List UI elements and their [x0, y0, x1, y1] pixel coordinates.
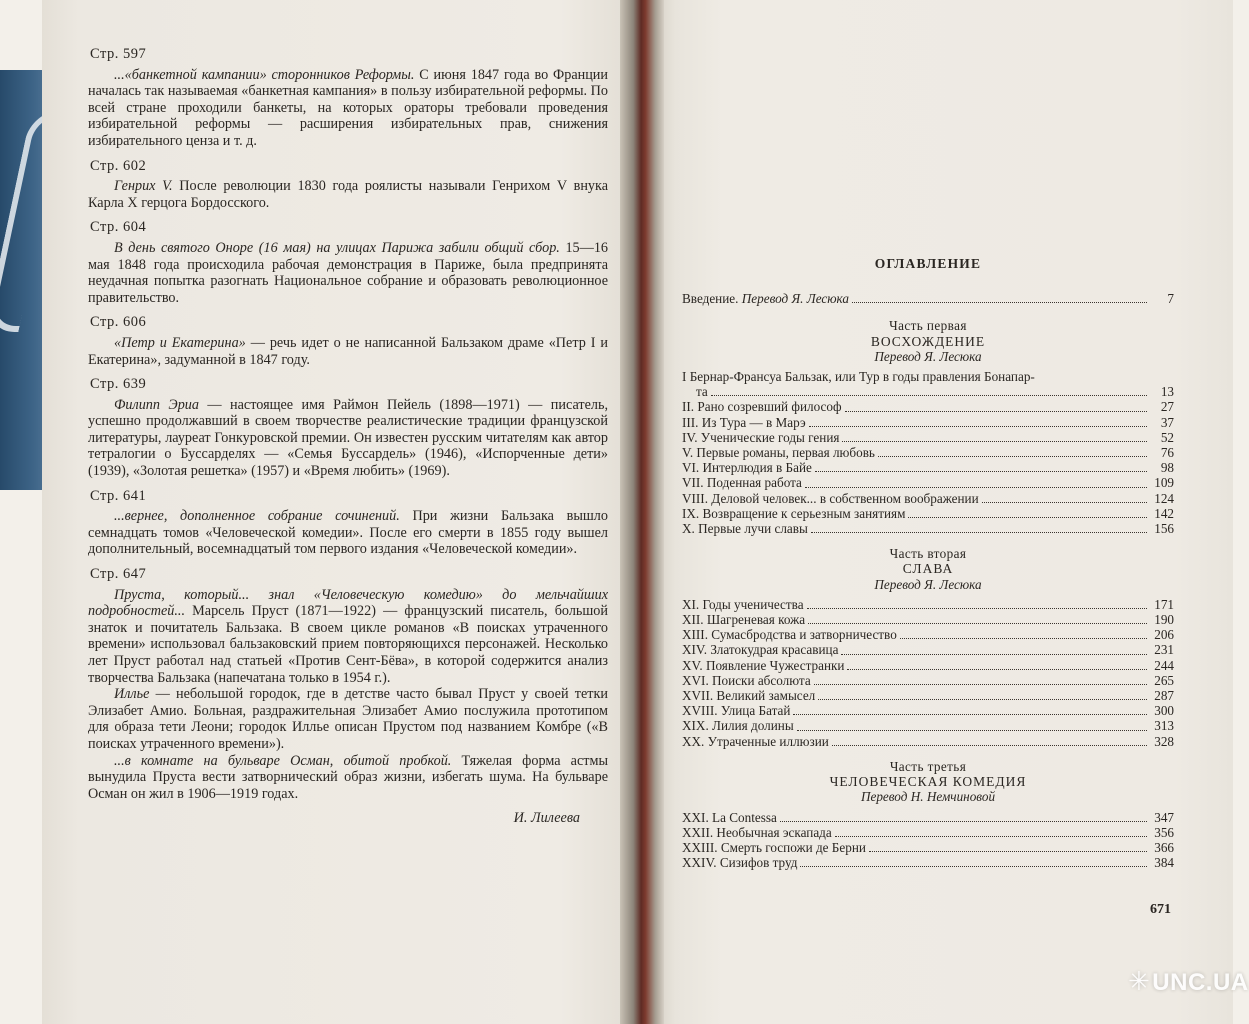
toc-intro-label: Введение.: [682, 291, 739, 307]
toc-chapter-row: [682, 840, 1174, 855]
toc-chapter-row: [682, 734, 1174, 749]
endnotes-column: [88, 46, 608, 827]
leader-dots: [842, 441, 1147, 442]
toc-part-label: Часть третья: [889, 758, 967, 774]
toc-title: ОГЛАВЛЕНИЕ: [874, 256, 982, 271]
toc-chapter-row: [682, 369, 1174, 384]
toc-chapter-row: [682, 627, 1174, 642]
leader-dots: [847, 669, 1147, 670]
endnote-lemma: «Петр и Екатерина»: [114, 334, 246, 351]
endnote-page-ref: Стр. 641: [90, 487, 147, 504]
leader-dots: [878, 456, 1147, 457]
endnote-text: — настоящее имя Раймон Пейель (1898—1971) — писатель, успешно продолжавший в своем творчестве реалистические традиции французской литературы, лауреат Гонкуровской премии. Он известен русским читателям как автор тетралогии о Буссарделях — «Семья Буссардель» (1946), «Испорченные дети» (1939), «Золотая решетка» (1957) и «Время любить» (1969).: [88, 396, 608, 480]
toc-chapter-title: II. Рано созревший философ: [682, 399, 842, 415]
endnote-lemma: ...в комнате на бульваре Осман, обитой пробкой.: [114, 752, 452, 769]
toc-chapter-row: [682, 825, 1174, 840]
endnote-lemma: В день святого Оноре (16 мая) на улицах Парижа забили общий сбор.: [114, 239, 560, 256]
toc-page-number: 287: [1154, 688, 1174, 704]
endnote-text: С июня 1847 года во Франции началась так называемая «банкетная кампания» в пользу избирательной реформы. По всей стране проходили банкеты, на которых ораторы требовали проведения избирательной реформы — расширения избирательных прав, снижения избирательного ценза и т. д.: [88, 66, 608, 149]
toc-chapter-title: XX. Утраченные иллюзии: [682, 733, 829, 749]
toc-chapter-title: X. Первые лучи славы: [682, 521, 808, 537]
toc-chapter-row-continued: [682, 384, 1174, 399]
toc-part: [682, 318, 1174, 536]
toc-page-number: 27: [1160, 399, 1174, 415]
toc-page-number: 124: [1154, 490, 1174, 506]
toc-part-label: Часть вторая: [889, 546, 967, 562]
toc-chapter-title: XXIII. Смерть госпожи де Берни: [682, 839, 866, 855]
toc-page-number: 13: [1160, 384, 1174, 400]
toc-chapter-title: XIV. Златокудрая красавица: [682, 642, 839, 658]
endnote-lemma: Генрих V.: [114, 178, 173, 195]
toc-page-number: 356: [1154, 824, 1174, 840]
endnote-paragraph: [88, 240, 608, 306]
toc-chapter-row: [682, 491, 1174, 506]
endnote-text: — небольшой городок, где в детстве часто бывал Пруст у своей тетки Элизабет Амио. Больная, раздражительная Элизабет Амио послужила прототипом для образа тети Леони; городок Иллье описан Прустом под названием Комбре («В поисках утраченного времени»).: [88, 686, 608, 752]
toc-page-number: 37: [1160, 414, 1174, 430]
toc-part-name: ВОСХОЖДЕНИЕ: [870, 333, 986, 349]
leader-dots: [900, 638, 1147, 639]
leader-dots: [780, 821, 1147, 822]
endnote-page-ref: Стр. 606: [90, 314, 147, 331]
toc-page-number: 171: [1154, 596, 1174, 612]
endnote-page-ref: Стр. 639: [90, 376, 147, 393]
toc-page-number: 98: [1160, 460, 1174, 476]
toc-chapter-row: [682, 506, 1174, 521]
endnote-page-ref: Стр. 604: [90, 219, 147, 236]
toc-chapter-title: XVII. Великий замысел: [682, 688, 816, 704]
leader-dots: [982, 502, 1147, 503]
toc-chapter-row: [682, 445, 1174, 460]
endnote: [88, 219, 608, 306]
toc-chapter-title: IX. Возвращение к серьезным занятиям: [682, 505, 906, 521]
toc-page-number: 313: [1154, 718, 1174, 734]
leader-dots: [814, 684, 1147, 685]
toc-chapter-title: XVI. Поиски абсолюта: [682, 672, 811, 688]
toc-page-number: 206: [1154, 627, 1174, 643]
toc-chapter-title: VI. Интерлюдия в Байе: [682, 460, 812, 476]
endnote-page-ref: Стр. 647: [90, 566, 147, 583]
endnote: [88, 158, 608, 212]
endnote: [88, 46, 608, 150]
toc-chapter-row: [682, 810, 1174, 825]
toc-part-translator: Перевод Я. Лесюка: [874, 576, 982, 592]
toc-chapter-title: IV. Ученические годы гения: [682, 429, 840, 445]
snowflake-icon: ✳: [1128, 966, 1151, 996]
endnote-page-ref: Стр. 597: [90, 46, 147, 62]
toc-chapter-row: [682, 855, 1174, 870]
toc-chapter-row: [682, 430, 1174, 445]
leader-dots: [869, 851, 1147, 852]
toc-part-name: СЛАВА: [902, 561, 954, 577]
endnote-text: При жизни Бальзака вышло семнадцать томов «Человеческой комедии». После его смерти в 1855 году вышел дополнительный, восемнадцатый том первого издания «Человеческой комедии».: [88, 508, 608, 558]
endnote-paragraph: [88, 686, 608, 752]
endnote-lemma: ...«банкетной кампании» сторонников Реформы.: [114, 66, 415, 83]
endnote-lemma: Филипп Эриа: [114, 396, 199, 413]
toc-chapter-row: [682, 688, 1174, 703]
leader-dots: [807, 608, 1147, 609]
toc-chapter-row: [682, 703, 1174, 718]
toc-part-label: Часть первая: [889, 318, 967, 334]
toc-chapter-row: [682, 415, 1174, 430]
leader-dots: [845, 411, 1147, 412]
endnote: [88, 314, 608, 368]
leader-dots: [797, 730, 1147, 731]
toc-chapter-title: XXIV. Сизифов труд: [682, 855, 798, 871]
leader-dots: [793, 714, 1147, 715]
table-of-contents: [682, 256, 1174, 880]
toc-page-number: 231: [1154, 642, 1174, 658]
endnotes-signature: И. Лилеева: [513, 810, 580, 827]
toc-page-number: 244: [1154, 657, 1174, 673]
leader-dots: [832, 745, 1147, 746]
leader-dots: [811, 532, 1147, 533]
toc-chapter-title-continued: та: [696, 384, 708, 400]
folio-page-number: 671: [1150, 902, 1171, 917]
watermark-logo: ✳UNC.UA: [1128, 966, 1249, 996]
toc-chapter-row: [682, 460, 1174, 475]
leader-dots: [800, 866, 1147, 867]
endnote-paragraph: [88, 587, 608, 687]
toc-page-number: 156: [1154, 521, 1174, 537]
endnote-paragraph: [88, 397, 608, 480]
toc-page-number: 366: [1154, 839, 1174, 855]
leader-dots: [852, 302, 1147, 303]
toc-part: [682, 759, 1174, 870]
toc-chapter-row: [682, 658, 1174, 673]
toc-page-number: 300: [1154, 703, 1174, 719]
endnote-lemma: ...вернее, дополненное собрание сочинений.: [114, 508, 400, 525]
toc-chapter-row: [682, 399, 1174, 414]
toc-chapter-title: XXI. La Contessa: [682, 809, 777, 825]
leader-dots: [809, 426, 1147, 427]
leader-dots: [808, 623, 1147, 624]
toc-chapter-title: XV. Появление Чужестранки: [682, 657, 845, 673]
endnote-lemma: Иллье: [114, 686, 150, 703]
endnote: [88, 566, 608, 802]
endnote-page-ref: Стр. 602: [90, 157, 147, 174]
toc-page-number: 328: [1154, 733, 1174, 749]
endnote-paragraph: [88, 753, 608, 803]
endnote-paragraph: [88, 335, 608, 368]
endnote-text: Тяжелая форма астмы вынудила Пруста вести затворнический образ жизни, избегать шума. На бульваре Осман он жил в 1906—1919 годах.: [88, 752, 608, 802]
toc-part: [682, 546, 1174, 749]
endnote-text: После революции 1830 года роялисты называли Генрихом V внука Карла X герцога Бордосского.: [88, 178, 608, 211]
toc-chapter-row: [682, 673, 1174, 688]
toc-page-number: 76: [1160, 445, 1174, 461]
toc-chapter-row: [682, 612, 1174, 627]
toc-page-number: 109: [1154, 475, 1174, 491]
endnote: [88, 376, 608, 480]
toc-chapter-row: [682, 718, 1174, 733]
endnote-text: — речь идет о не написанной Бальзаком драме «Петр I и Екатерина», задуманной в 1847 году.: [88, 334, 608, 368]
toc-chapter-row: [682, 521, 1174, 536]
toc-page-number: 265: [1154, 672, 1174, 688]
toc-page-number: 384: [1154, 855, 1174, 871]
leader-dots: [711, 395, 1147, 396]
toc-chapter-title: III. Из Тура — в Марэ: [682, 414, 806, 430]
book-spine: [620, 0, 664, 1024]
toc-page-number: 190: [1154, 612, 1174, 628]
toc-page-number: 7: [1167, 291, 1174, 307]
leader-dots: [815, 471, 1147, 472]
toc-page-number: 142: [1154, 505, 1174, 521]
leader-dots: [908, 517, 1147, 518]
endnote-lemma: Пруста, который... знал «Человеческую комедию» до мельчайших подробностей...: [88, 586, 608, 620]
toc-chapter-title: VII. Поденная работа: [682, 475, 802, 491]
leader-dots: [818, 699, 1147, 700]
leader-dots: [841, 654, 1147, 655]
toc-page-number: 52: [1160, 429, 1174, 445]
toc-chapter-title: XIII. Сумасбродства и затворничество: [682, 627, 897, 643]
toc-chapter-title: VIII. Деловой человек... в собственном воображении: [682, 490, 979, 506]
toc-intro-translator: Перевод Я. Лесюка: [741, 291, 849, 307]
toc-chapter-row: [682, 642, 1174, 657]
endnote-paragraph: [88, 178, 608, 211]
endnote-paragraph: [88, 67, 608, 150]
toc-intro-row: [682, 291, 1174, 306]
toc-chapter-title: XII. Шагреневая кожа: [682, 612, 806, 628]
toc-part-translator: Перевод Я. Лесюка: [874, 348, 982, 364]
toc-chapter-title: XXII. Необычная эскапада: [682, 824, 832, 840]
leader-dots: [805, 487, 1147, 488]
endnote-text: Марсель Пруст (1871—1922) — французский писатель, большой знаток и почитатель Бальзака. В своем цикле романов «В поисках утраченного времени» использовал бальзаковский прием повторяющихся персонажей. Несколько лет Пруст работал над статьей «Против Сент-Бёва», в которой содержится анализ творчества Бальзака (напечатана только в 1954 г.).: [88, 603, 608, 686]
toc-chapter-title: XIX. Лилия долины: [682, 718, 794, 734]
toc-page-number: 347: [1154, 809, 1174, 825]
endnote-paragraph: [88, 508, 608, 558]
toc-chapter-title: V. Первые романы, первая любовь: [682, 445, 875, 461]
endnote-text: 15—16 мая 1848 года происходила рабочая демонстрация в Париже, была предпринята неудачная попытка разогнать Национальное собрание и образовать революционное правительство.: [88, 239, 609, 306]
toc-chapter-row: [682, 597, 1174, 612]
endnote: [88, 488, 608, 558]
toc-chapter-title: XVIII. Улица Батай: [682, 703, 791, 719]
toc-parts: [682, 318, 1174, 870]
toc-chapter-title: I Бернар-Франсуа Бальзак, или Тур в годы правления Бонапар-: [682, 369, 1035, 385]
toc-chapter-title: XI. Годы ученичества: [682, 596, 804, 612]
toc-part-name: ЧЕЛОВЕЧЕСКАЯ КОМЕДИЯ: [829, 774, 1027, 790]
leader-dots: [835, 836, 1147, 837]
toc-chapter-row: [682, 475, 1174, 490]
toc-part-translator: Перевод Н. Немчиновой: [860, 789, 996, 805]
